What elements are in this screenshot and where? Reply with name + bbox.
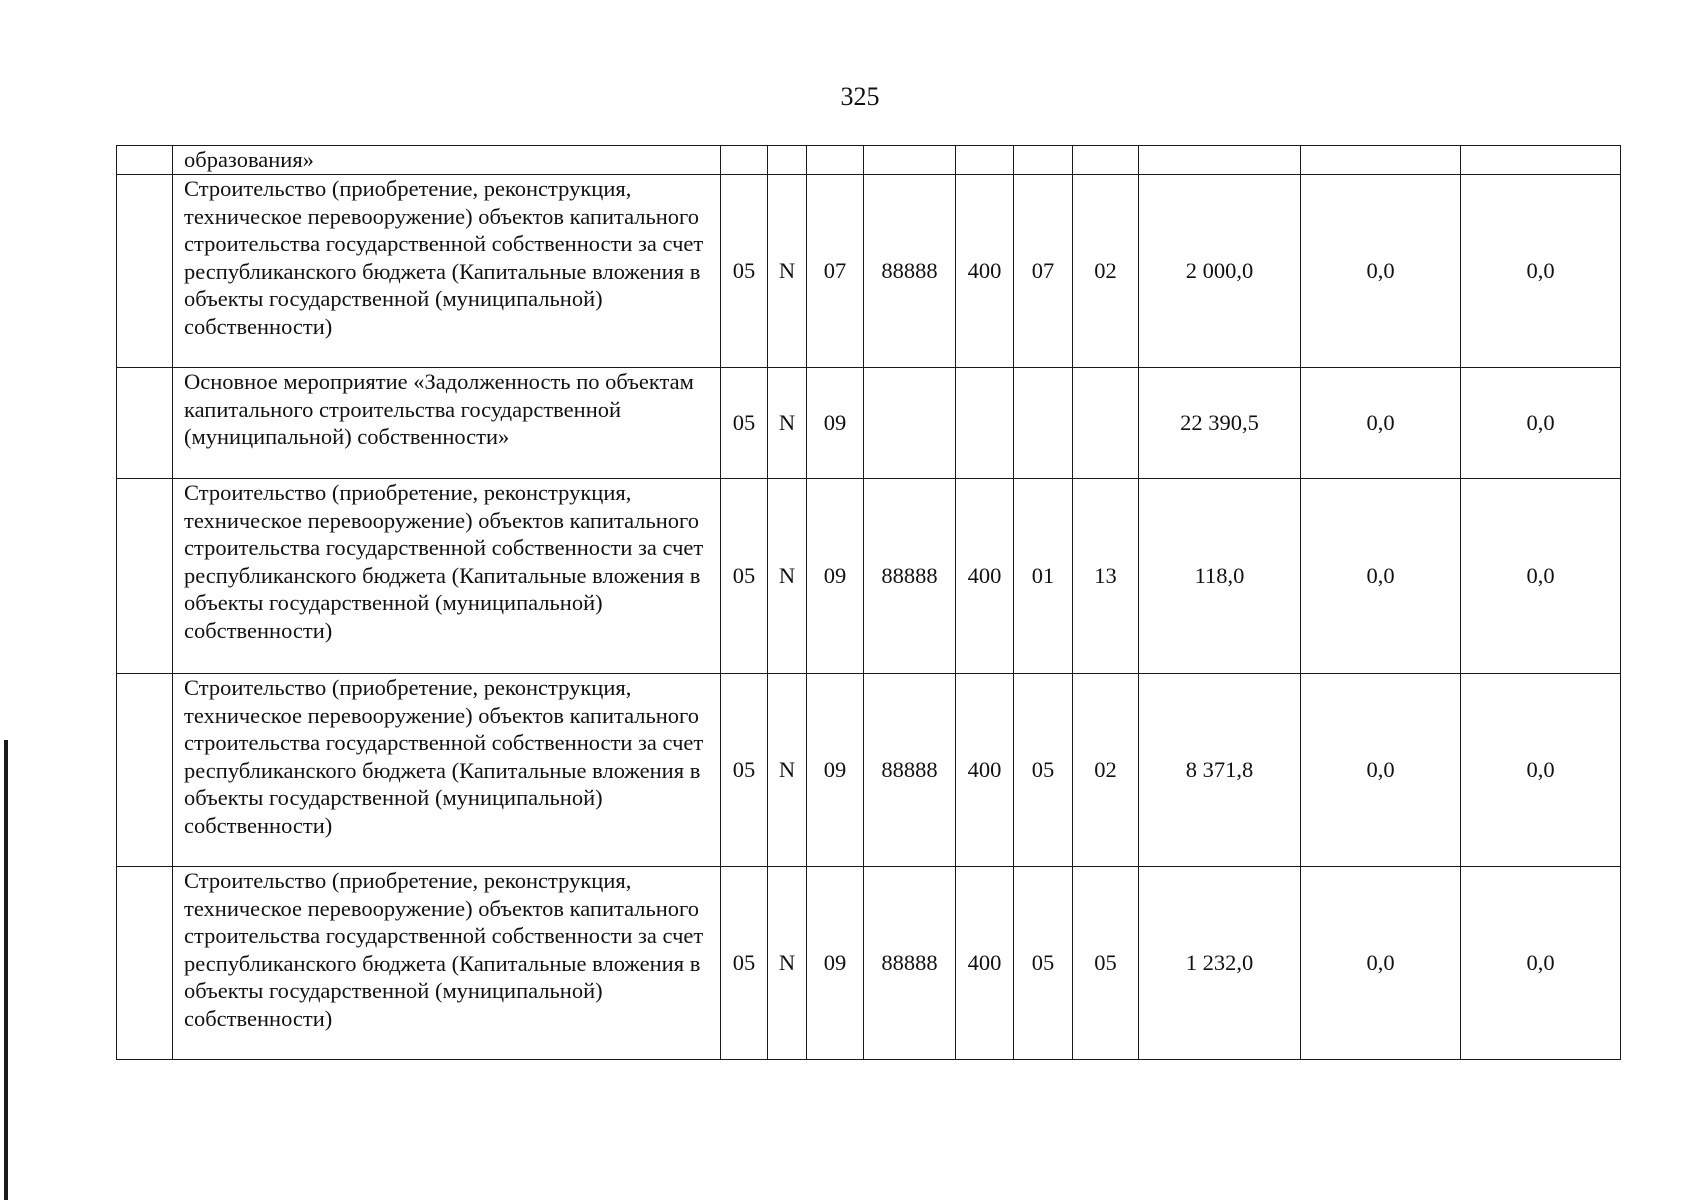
code-cell: 05 (721, 368, 768, 479)
table-row (117, 867, 1621, 1060)
description-cell: Строительство (приобретение, реконструкция, техническое перевооружение) объектов капитального строительства государственной собственности за счет республиканского бюджета (Капитальные вложения в объекты государственной (муниципальной) собственности) (173, 479, 721, 674)
subsection-cell (1073, 146, 1139, 175)
expense-type-cell: 400 (956, 674, 1014, 867)
description-cell: Строительство (приобретение, реконструкция, техническое перевооружение) объектов капитального строительства государственной собственности за счет республиканского бюджета (Капитальные вложения в объекты государственной (муниципальной) собственности) (173, 867, 721, 1060)
code-cell: 05 (721, 674, 768, 867)
expense-type-cell (956, 368, 1014, 479)
amount-cell: 0,0 (1301, 368, 1461, 479)
amount-cell: 0,0 (1461, 368, 1621, 479)
section-cell (1014, 368, 1073, 479)
description-cell: Строительство (приобретение, реконструкция, техническое перевооружение) объектов капитального строительства государственной собственности за счет республиканского бюджета (Капитальные вложения в объекты государственной (муниципальной) собственности) (173, 175, 721, 368)
amount-cell: 0,0 (1461, 175, 1621, 368)
code-cell: N (768, 175, 807, 368)
index-cell (117, 175, 173, 368)
code-cell: 05 (721, 867, 768, 1060)
code-cell (864, 368, 956, 479)
index-cell (117, 867, 173, 1060)
section-cell: 07 (1014, 175, 1073, 368)
description-cell: Основное мероприятие «Задолженность по объектам капитального строительства государственной (муниципальной) собственности» (173, 368, 721, 479)
amount-cell: 0,0 (1301, 479, 1461, 674)
code-cell: N (768, 674, 807, 867)
code-cell: 09 (807, 867, 864, 1060)
subsection-cell: 02 (1073, 674, 1139, 867)
index-cell (117, 674, 173, 867)
index-cell (117, 368, 173, 479)
amount-cell: 8 371,8 (1139, 674, 1301, 867)
subsection-cell: 05 (1073, 867, 1139, 1060)
amount-cell: 2 000,0 (1139, 175, 1301, 368)
amount-cell (1301, 146, 1461, 175)
section-cell (1014, 146, 1073, 175)
amount-cell: 0,0 (1301, 674, 1461, 867)
table-row (117, 368, 1621, 479)
page-number: 325 (840, 82, 880, 111)
code-cell: N (768, 479, 807, 674)
table-row (117, 674, 1621, 867)
expense-type-cell: 400 (956, 479, 1014, 674)
section-cell: 05 (1014, 867, 1073, 1060)
code-cell (768, 146, 807, 175)
scan-edge-mark (4, 740, 8, 1200)
code-cell (864, 146, 956, 175)
expense-type-cell: 400 (956, 175, 1014, 368)
amount-cell: 0,0 (1461, 479, 1621, 674)
amount-cell: 22 390,5 (1139, 368, 1301, 479)
expense-type-cell: 400 (956, 867, 1014, 1060)
subsection-cell (1073, 368, 1139, 479)
description-cell: образования» (173, 146, 721, 175)
amount-cell: 0,0 (1461, 867, 1621, 1060)
table-row (117, 479, 1621, 674)
amount-cell (1139, 146, 1301, 175)
amount-cell: 0,0 (1301, 867, 1461, 1060)
index-cell (117, 146, 173, 175)
code-cell: 09 (807, 368, 864, 479)
section-cell: 05 (1014, 674, 1073, 867)
code-cell: 88888 (864, 867, 956, 1060)
subsection-cell: 02 (1073, 175, 1139, 368)
code-cell: 88888 (864, 175, 956, 368)
code-cell (807, 146, 864, 175)
amount-cell (1461, 146, 1621, 175)
code-cell: 05 (721, 175, 768, 368)
code-cell (721, 146, 768, 175)
amount-cell: 0,0 (1301, 175, 1461, 368)
budget-table (116, 145, 1621, 1060)
subsection-cell: 13 (1073, 479, 1139, 674)
code-cell: 09 (807, 479, 864, 674)
description-cell: Строительство (приобретение, реконструкция, техническое перевооружение) объектов капитального строительства государственной собственности за счет республиканского бюджета (Капитальные вложения в объекты государственной (муниципальной) собственности) (173, 674, 721, 867)
code-cell: 09 (807, 674, 864, 867)
expense-type-cell (956, 146, 1014, 175)
section-cell: 01 (1014, 479, 1073, 674)
amount-cell: 1 232,0 (1139, 867, 1301, 1060)
code-cell: 88888 (864, 674, 956, 867)
code-cell: N (768, 867, 807, 1060)
amount-cell: 0,0 (1461, 674, 1621, 867)
code-cell: 05 (721, 479, 768, 674)
index-cell (117, 479, 173, 674)
amount-cell: 118,0 (1139, 479, 1301, 674)
code-cell: 88888 (864, 479, 956, 674)
table-row (117, 146, 1621, 175)
code-cell: 07 (807, 175, 864, 368)
table-row (117, 175, 1621, 368)
code-cell: N (768, 368, 807, 479)
